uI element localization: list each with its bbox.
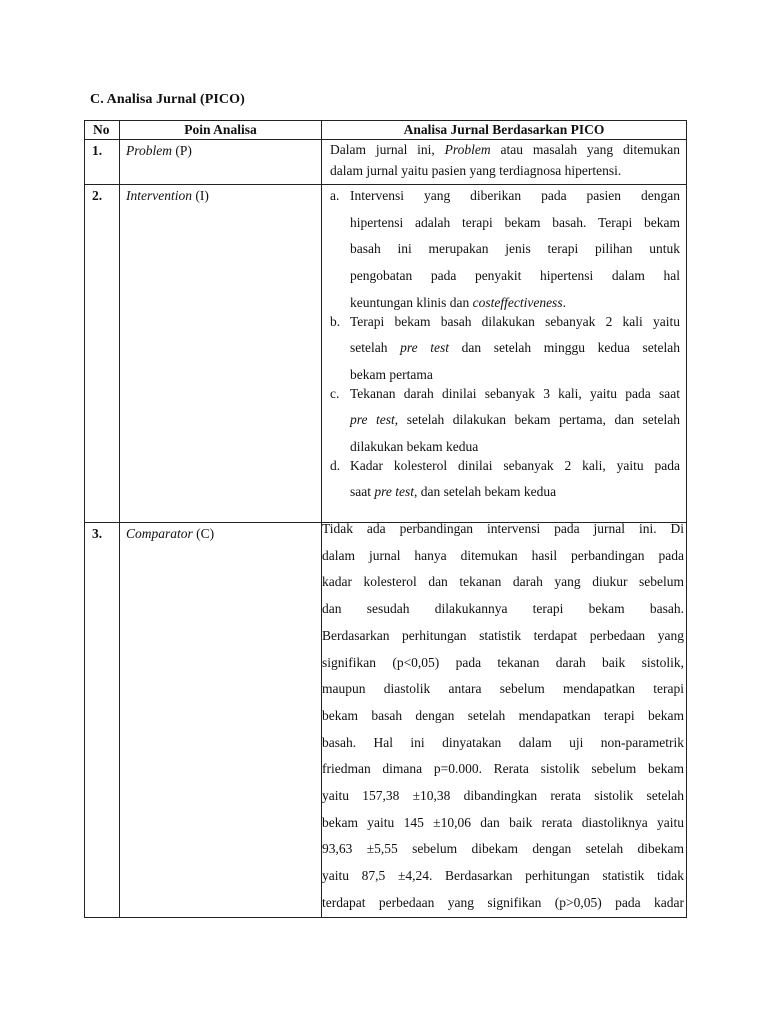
list-line: setelah pre test dan setelah minggu kedua setelah <box>350 340 680 356</box>
list-line: pre test, setelah dilakukan bekam pertama, dan setelah <box>350 412 680 428</box>
analisa-cell <box>322 185 687 523</box>
section-heading: C. Analisa Jurnal (PICO) <box>90 92 245 107</box>
poin-code: (P) <box>172 143 192 158</box>
analisa-cell <box>322 140 687 185</box>
analisa-line: 93,63 ±5,55 sebelum dibekam dengan setelah dibekam <box>322 841 684 857</box>
list-line: saat pre test, dan setelah bekam kedua <box>350 484 557 500</box>
list-item <box>322 453 680 506</box>
header-poin-analisa: Poin Analisa <box>120 121 322 140</box>
header-analisa-jurnal: Analisa Jurnal Berdasarkan PICO <box>322 121 687 140</box>
list-line: hipertensi adalah terapi bekam basah. Terapi bekam <box>350 214 680 230</box>
poin-code: (C) <box>192 526 215 541</box>
list-marker: d. <box>330 457 341 473</box>
list-marker: a. <box>330 188 340 203</box>
table-row-intervention <box>85 185 687 523</box>
analisa-line: kadar kolesterol dan tekanan darah yang diukur sebelum <box>322 574 684 590</box>
analisa-line: basah. Hal ini dinyatakan dalam uji non-parametrik <box>322 734 684 750</box>
analisa-line: yaitu 87,5 ±4,24. Berdasarkan perhitungan statistik tidak <box>322 868 684 884</box>
list-line: Terapi bekam basah dilakukan sebanyak 2 kali yaitu <box>350 313 680 329</box>
list-item <box>322 183 680 317</box>
row-number: 1. <box>85 140 120 185</box>
analisa-line: friedman dimana p=0.000. Rerata sistolik sebelum bekam <box>322 761 684 777</box>
analisa-line: bekam yaitu 145 ±10,06 dan baik rerata diastoliknya yaitu <box>322 814 684 830</box>
poin-cell <box>120 523 322 918</box>
list-item <box>322 309 680 389</box>
list-line: Tekanan darah dinilai sebanyak 3 kali, yaitu pada saat <box>350 385 680 401</box>
poin-term: Comparator <box>126 526 193 541</box>
analisa-line: dalam jurnal hanya ditemukan hasil perbandingan pada <box>322 547 684 563</box>
poin-cell <box>120 185 322 523</box>
list-line: bekam pertama <box>350 366 433 382</box>
row-number: 2. <box>85 185 120 523</box>
analisa-line: Berdasarkan perhitungan statistik terdapat perbedaan yang <box>322 627 684 643</box>
table-row-comparator <box>85 523 687 918</box>
analisa-line: Dalam jurnal ini, Problem atau masalah yang ditemukan <box>330 142 680 157</box>
analisa-line: signifikan (p<0,05) pada tekanan darah baik sistolik, <box>322 654 684 670</box>
analisa-line: bekam basah dengan setelah mendapatkan terapi bekam <box>322 707 684 723</box>
analisa-line: maupun diastolik antara sebelum mendapatkan terapi <box>322 681 684 697</box>
list-line: basah ini merupakan jenis terapi pilihan untuk <box>350 241 680 257</box>
list-line: Kadar kolesterol dinilai sebanyak 2 kali, yaitu pada <box>350 457 680 473</box>
poin-term: Problem <box>126 143 172 158</box>
list-line: keuntungan klinis dan costeffectiveness. <box>350 294 566 310</box>
analisa-line: dan sesudah dilakukannya terapi bekam basah. <box>322 601 684 617</box>
poin-term: Intervention <box>126 188 192 203</box>
poin-code: (I) <box>191 188 209 203</box>
analisa-cell <box>322 523 687 918</box>
analisa-line: Tidak ada perbandingan intervensi pada jurnal ini. Di <box>322 521 684 536</box>
list-item <box>322 381 680 461</box>
list-line: dilakukan bekam kedua <box>350 439 479 455</box>
analisa-line: terdapat perbedaan yang signifikan (p>0,05) pada kadar <box>322 894 684 910</box>
analisa-line: yaitu 157,38 ±10,38 dibandingkan rerata sistolik setelah <box>322 788 684 804</box>
table-row-problem <box>85 140 687 185</box>
list-marker: c. <box>330 385 340 401</box>
pico-table <box>84 120 687 918</box>
list-line: Intervensi yang diberikan pada pasien dengan <box>350 188 680 203</box>
list-marker: b. <box>330 313 341 329</box>
row-number: 3. <box>85 523 120 918</box>
header-no: No <box>85 121 120 140</box>
list-line: pengobatan pada penyakit hipertensi dalam hal <box>350 268 680 284</box>
poin-cell <box>120 140 322 185</box>
analisa-line: dalam jurnal yaitu pasien yang terdiagnosa hipertensi. <box>330 163 622 178</box>
